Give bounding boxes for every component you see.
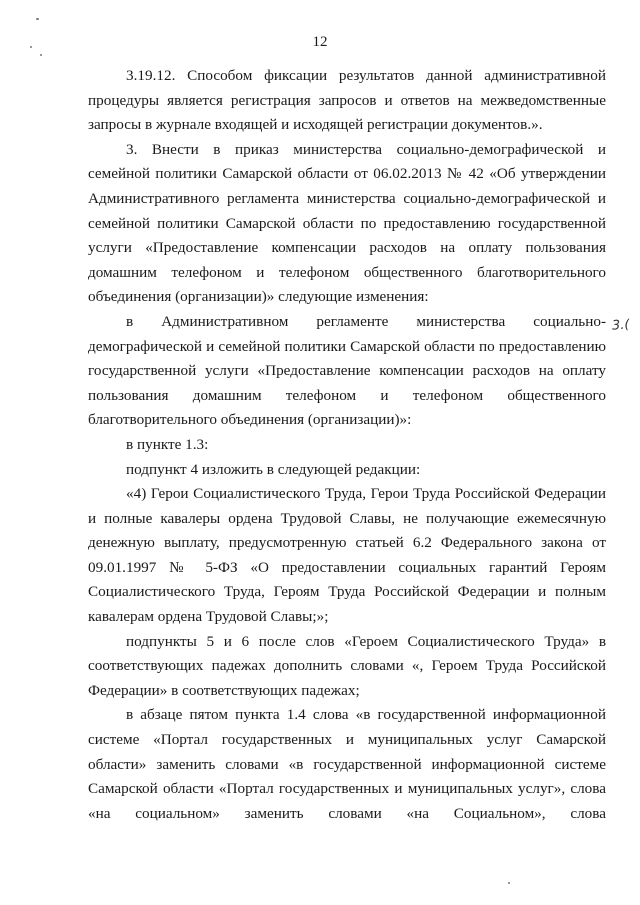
scan-speck (30, 46, 32, 48)
paragraph-heroes: «4) Герои Социалистического Труда, Герои Труда Российской Федерации и полные кавалеры ордена Трудовой Славы, не получающие ежемесячную денежную выплату, предусмотренную статьей 6.2 Федерального закона от 09.01.1997 № 5-ФЗ «О предоставлении социальных гарантий Героям Социалистического Труда, Героям Труда Российской Федерации и полным кавалерам ордена Трудовой Славы;»; (88, 485, 606, 626)
paragraph-regulation: в Административном регламенте министерства социально-демографической и семейной политики Самарской области по предоставлению государственной услуги «Предоставление компенсации расходов на оплату пользования домашним телефоном и телефоном общественного благотворительного объединения (организации)»: (88, 312, 606, 429)
paragraph-3-19-12: 3.19.12. Способом фиксации результатов данной административной процедуры является регистрация запросов и ответов на межведомственные запросы в журнале входящей и исходящей регистрации документов.». (88, 67, 606, 134)
page-number: 12 (312, 34, 328, 50)
handwritten-margin-note: 3.( (611, 317, 630, 334)
scan-speck (36, 18, 39, 20)
scan-speck (40, 54, 42, 56)
paragraph-subclauses-5-6: подпункты 5 и 6 после слов «Героем Социалистического Труда» в соответствующих падежах дополнить словами «, Героем Труда Российской Федерации» в соответствующих падежах; (88, 632, 606, 699)
paragraph-subclause-4: подпункт 4 изложить в следующей редакции: (126, 460, 421, 478)
scan-speck (508, 882, 510, 884)
paragraph-clause-1-3: в пункте 1.3: (126, 435, 209, 453)
paragraph-clause-1-4: в абзаце пятом пункта 1.4 слова «в государственной информационной системе «Портал государственных и муниципальных услуг Самарской области» заменить словами «в государственной информационной системе Самарской области «Портал государственных и муниципальных услуг», слова «на социальном» заменить словами «на Социальном», слова (88, 706, 606, 822)
document-body (88, 64, 606, 826)
paragraph-item-3: 3. Внести в приказ министерства социально-демографической и семейной политики Самарской области от 06.02.2013 № 42 «Об утверждении Административного регламента министерства социально-демографической и семейной политики Самарской области по предоставлению государственной услуги «Предоставление компенсации расходов на оплату пользования домашним телефоном и телефоном общественного благотворительного объединения (организации)» следующие изменения: (88, 140, 606, 306)
